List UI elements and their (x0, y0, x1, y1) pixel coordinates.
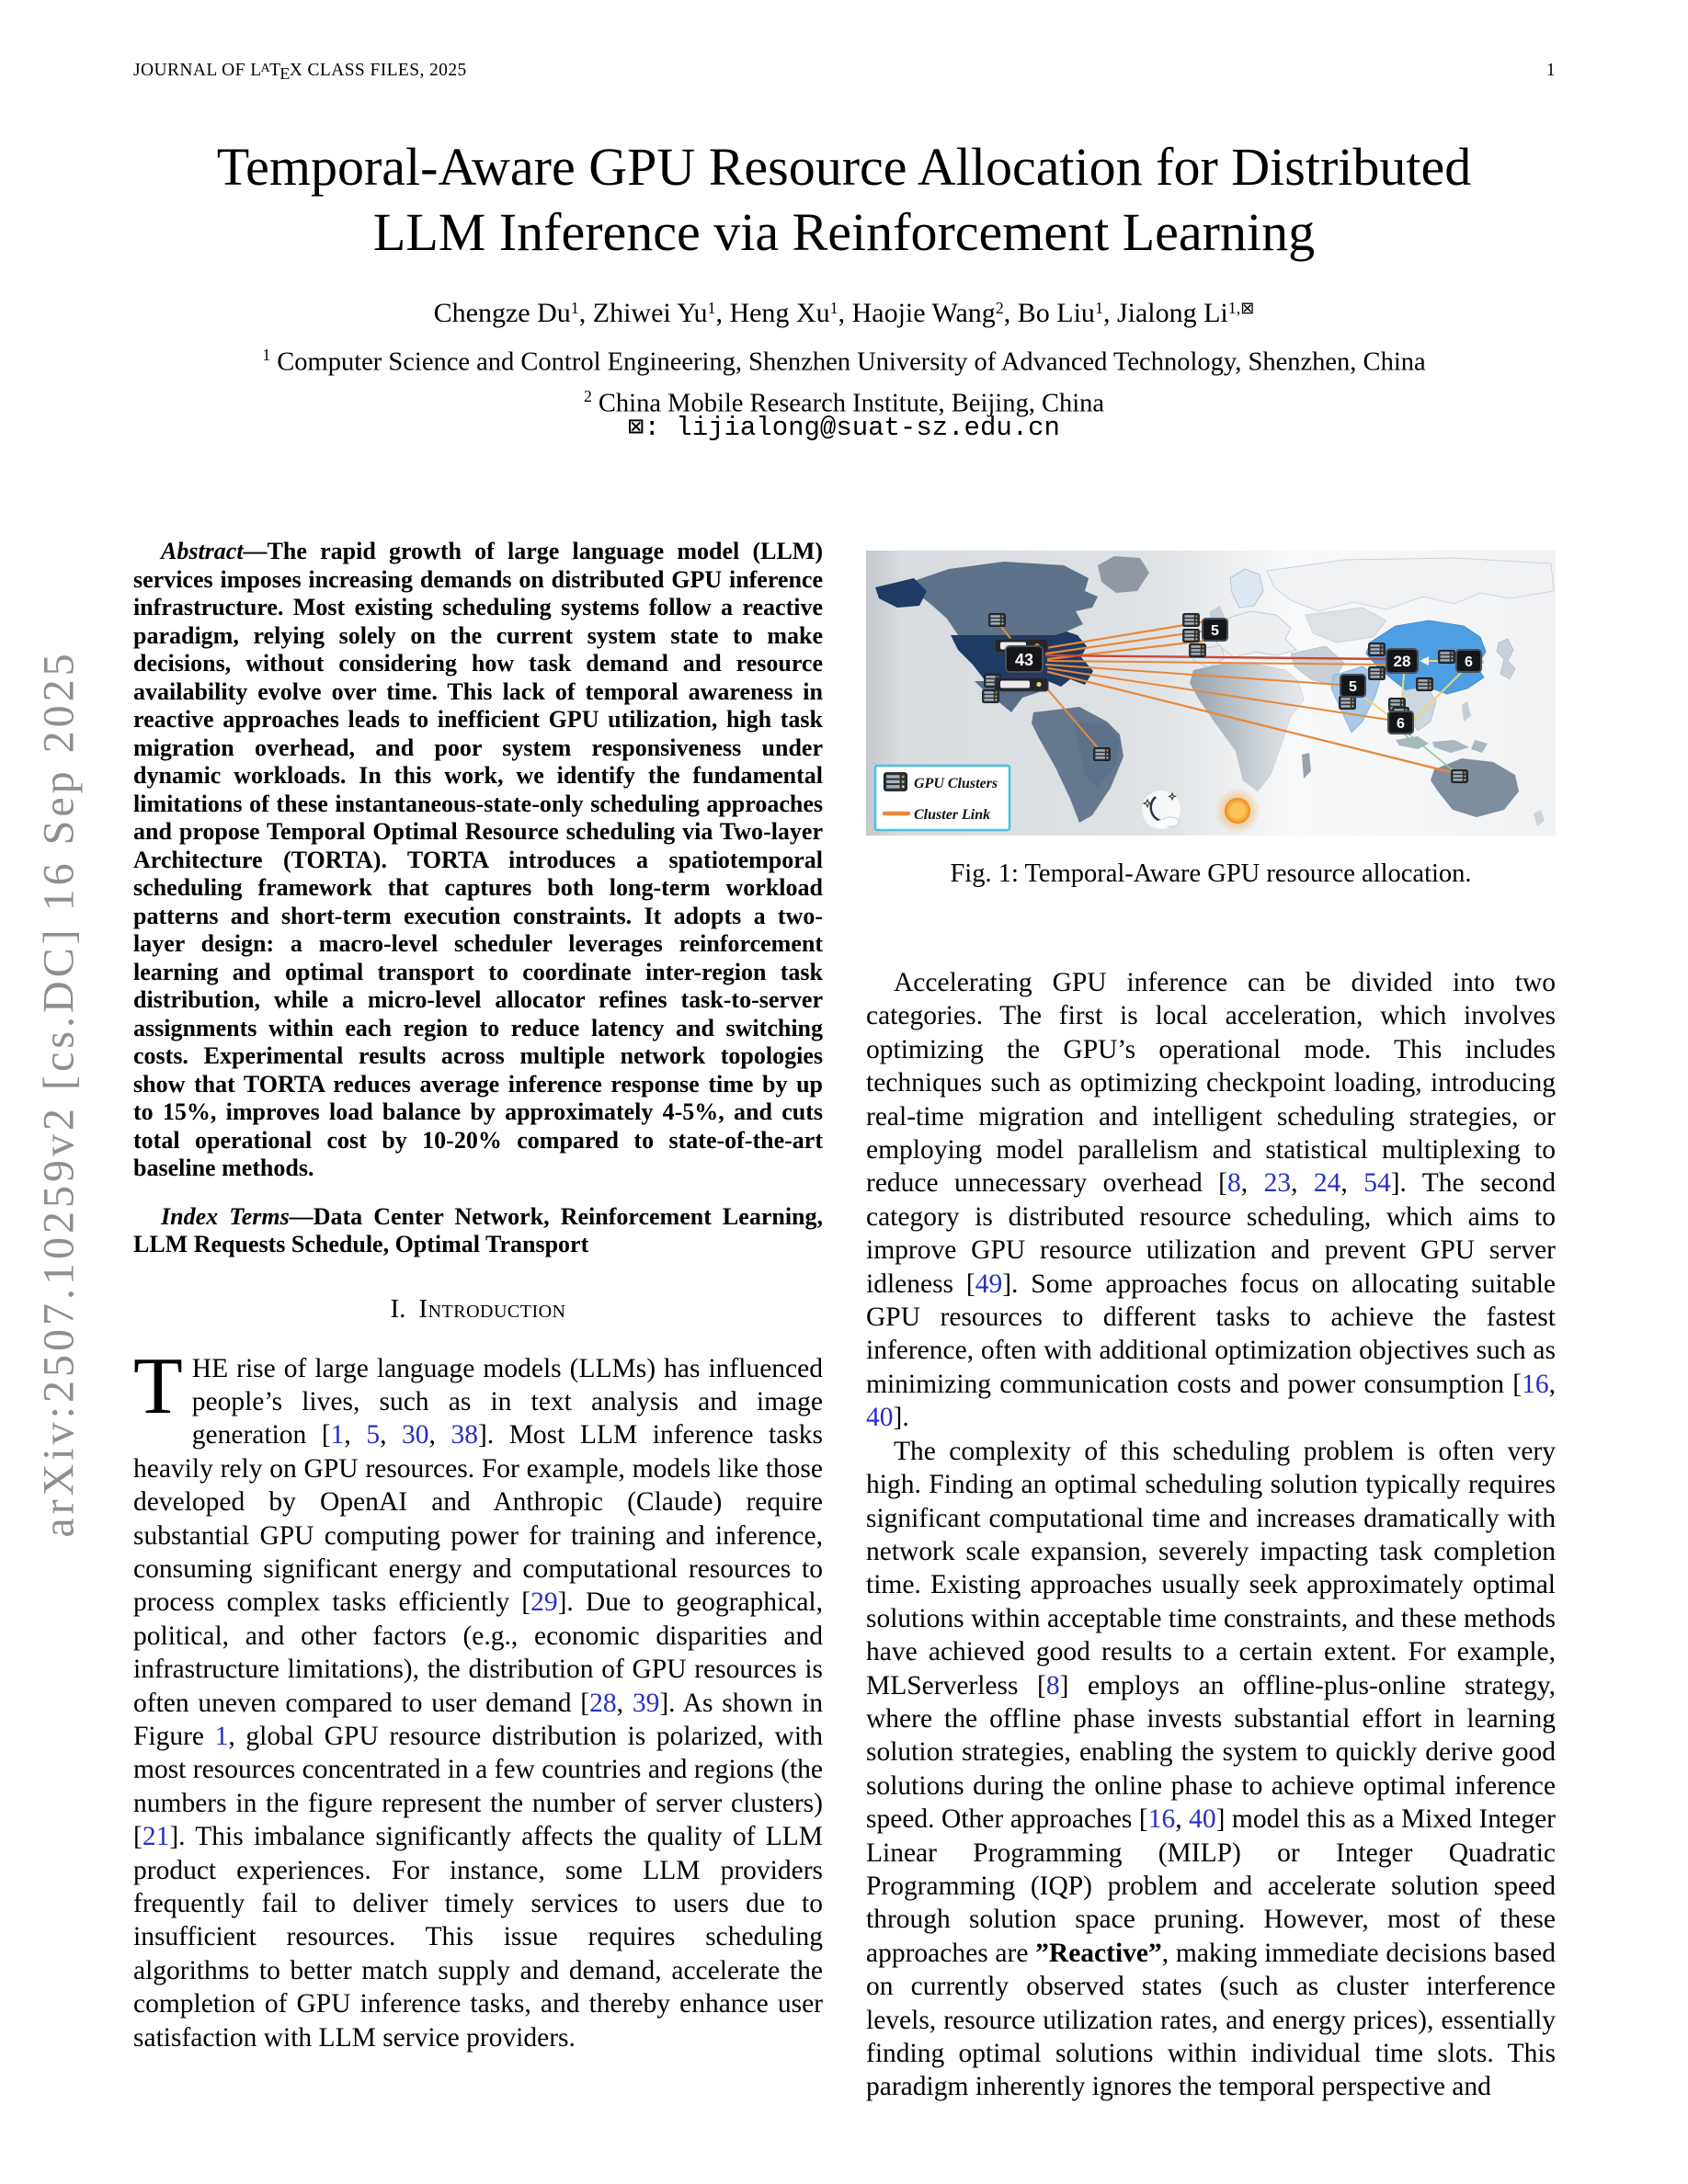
figure-1-map (866, 551, 1556, 836)
column-left (133, 538, 823, 2054)
server-rack-icon (983, 689, 999, 702)
server-rack-icon (1190, 643, 1206, 656)
citation-link[interactable]: 30 (402, 1420, 429, 1450)
body-paragraph: Accelerating GPU inference can be divided into two categories. The first is local acceleration, which involves optimizing the GPU’s operational mode. This includes techniques such as optimizing checkpoint loading, introducing real-time migration and intelligent scheduling strategies, or employing model parallelism and statistical multiplexing to reduce unnecessary overhead [8, 23, 24, 54]. The second category is distributed resource scheduling, which aims to improve GPU resource utilization and prevent GPU server idleness [49]. Some approaches focus on allocating suitable GPU resources to different tasks to achieve the fastest inference, often with additional optimization objectives such as minimizing communication costs and power consumption [16, 40]. (866, 968, 1557, 1433)
authors-line: Chengze Du$^1$, Zhiwei Yu$^1$, Heng Xu$^1$, Haojie Wang$^2$, Bo Liu$^1$, Jialong $Li^{1,⊠}$ (433, 298, 1255, 328)
arxiv-banner: arXiv:2507.10259v2 [cs.DC] 16 Sep 2025 (34, 650, 84, 1538)
affiliation-1: $^1$ Computer Science and Control Engineering, Shenzhen University of Advanced Technology, Shenzhen, China (262, 346, 1426, 377)
paper-title-line1: Temporal-Aware GPU Resource Allocation for Distributed (216, 137, 1472, 197)
citation-link[interactable]: 1 (214, 1721, 229, 1751)
server-rack-icon (989, 613, 1006, 626)
legend-gpu-clusters-label: GPU Clusters (914, 776, 998, 791)
citation-link[interactable]: 40 (1189, 1804, 1216, 1835)
citation-link[interactable]: 16 (1147, 1804, 1176, 1835)
citation-link[interactable]: 5 (366, 1420, 381, 1450)
figure-caption: Fig. 1: Temporal-Aware GPU resource allocation. (950, 859, 1472, 888)
svg-text:6: 6 (1465, 654, 1473, 670)
citation-link[interactable]: 21 (142, 1822, 170, 1852)
citation-link[interactable]: 8 (1227, 1168, 1241, 1199)
body-paragraph: The complexity of this scheduling problem is often very high. Finding an optimal scheduling solution typically requires significant computational time and increases dramatically with network scale expansion, severely impacting task completion time. Existing approaches usually seek approximately optimal solutions within acceptable time constraints, and these methods have achieved good results to a certain extent. For example, MLServerless [8] employs an offline-plus-online strategy, where the offline phase invests substantial effort in learning solution strategies, enabling the system to quickly derive good solutions during the online phase to achieve optimal inference speed. Other approaches [16, 40] model this as a Mixed Integer Linear Programming (MILP) or Integer Quadratic Programming (IQP) problem and accelerate solution speed through solution space pruning. However, most of these approaches are ”Reactive”, making immediate decisions based on currently observed states (such as cluster interference levels, resource utilization rates, and energy prices), essentially finding optimal solutions within individual time slots. This paradigm inherently ignores the temporal perspective and (866, 1436, 1556, 2102)
affiliation-2: $^2$ China Mobile Research Institute, Beijing, China (583, 386, 1105, 417)
gpu-badge-china (1386, 649, 1418, 673)
contact-email[interactable]: ⊠: lijialong@suat-sz.edu.cn (628, 413, 1060, 443)
moon-icon (1142, 791, 1180, 829)
server-rack-icon (1439, 650, 1455, 663)
citation-link[interactable]: 54 (1363, 1168, 1391, 1199)
abstract-paragraph: Abstract—The rapid growth of large language model (LLM) services imposes increasing demands on distributed GPU inference infrastructure. Most existing scheduling systems follow a reactive paradigm, relying solely on the current system state to make decisions, without considering how task demand and resource availability evolve over time. This lack of temporal awareness in reactive approaches leads to inefficient GPU utilization, high task migration overhead, and poor system responsiveness under dynamic workloads. In this work, we identify the fundamental limitations of these instantaneous-state-only scheduling approaches and propose Temporal Optimal Resource scheduling via Two-layer Architecture (TORTA). TORTA introduces a spatiotemporal scheduling framework that captures both long-term workload patterns and short-term execution constraints. It adopts a two-layer design: a macro-level scheduler leverages reinforcement learning and optimal transport to coordinate inter-region task distribution, while a micro-level allocator refines task-to-server assignments within each region to reduce latency and switching costs. Experimental results across multiple network topologies show that TORTA reduces average inference response time by up to 15%, improves load balance by approximately 4-5%, and cuts total operational cost by 10-20% compared to state-of-the-art baseline methods. (133, 538, 823, 1181)
dropcap: T (133, 1341, 183, 1431)
legend-cluster-link-label: Cluster Link (914, 807, 991, 823)
index-terms: Index Terms—Data Center Network, Reinforcement Learning, LLM Requests Schedule, Optimal Transport (133, 1202, 824, 1257)
svg-text:6: 6 (1397, 716, 1405, 732)
sun-icon (1215, 788, 1260, 834)
gpu-badge-southeast-asia (1388, 711, 1413, 734)
citation-link[interactable]: 40 (866, 1403, 894, 1433)
gpu-badge-europe (1203, 619, 1227, 641)
citation-link[interactable]: 38 (451, 1420, 478, 1450)
server-rack-icon (1094, 747, 1111, 760)
citation-link[interactable]: 49 (975, 1268, 1003, 1299)
svg-text:28: 28 (1393, 653, 1411, 670)
column-right (866, 538, 1556, 2104)
server-rack-icon (1417, 677, 1433, 690)
abstract-lead: Abstract— (161, 538, 268, 564)
section-heading-introduction: I. Introduction (390, 1293, 566, 1324)
page-number: 1 (1545, 61, 1556, 80)
svg-text:5: 5 (1211, 623, 1219, 639)
gpu-badge-us (1006, 646, 1043, 672)
gpu-badge-east-asia (1456, 650, 1481, 672)
server-rack-icon (1340, 696, 1356, 709)
paper-title (154, 134, 1534, 265)
legend-rack-icon (884, 773, 907, 791)
affiliations (0, 338, 1688, 420)
server-rack-icon (1183, 613, 1200, 626)
figure-legend (875, 766, 1009, 830)
citation-link[interactable]: 8 (1045, 1670, 1060, 1701)
server-rack-icon (1183, 629, 1200, 642)
world-map-svg (866, 551, 1556, 836)
intro-paragraph: THE rise of large language models (LLMs) has influenced people’s lives, such as in text analysis and image generation [1, 5, 30, 38]. Most LLM inference tasks heavily rely on GPU resources. For example, models like those developed by OpenAI and Anthropic (Claude) require substantial GPU computing power for training and inference, consuming significant energy and computational resources to process complex tasks efficiently [29]. Due to geographical, political, and other factors (e.g., economic disparities and infrastructure limitations), the distribution of GPU resources is often uneven compared to user demand [28, 39]. As shown in Figure 1, global GPU resource distribution is polarized, with most resources concentrated in a few countries and regions (the numbers in the figure represent the number of server clusters) [21]. This imbalance significantly affects the quality of LLM product experiences. For instance, some LLM providers frequently fail to deliver timely services to users due to insufficient resources. This issue requires scheduling algorithms to better match supply and demand, accelerate the completion of GPU inference tasks, and thereby enhance user satisfaction with LLM service providers. (133, 1341, 824, 2053)
citation-link[interactable]: 29 (530, 1587, 558, 1618)
gpu-badge-india (1340, 675, 1365, 697)
server-rack-icon (1452, 769, 1468, 782)
citation-link[interactable]: 24 (1313, 1168, 1341, 1199)
index-terms-lead: Index Terms— (161, 1202, 314, 1230)
citation-link[interactable]: 39 (632, 1688, 660, 1718)
citation-link[interactable]: 1 (330, 1420, 345, 1450)
page-header (133, 61, 1556, 84)
citation-link[interactable]: 28 (589, 1688, 617, 1718)
server-rack-icon (1369, 643, 1386, 655)
server-rack-icon (1369, 666, 1386, 679)
svg-text:5: 5 (1349, 679, 1357, 695)
citation-link[interactable]: 23 (1263, 1168, 1292, 1199)
citation-link[interactable]: 16 (1522, 1369, 1549, 1399)
svg-text:43: 43 (1014, 651, 1034, 669)
journal-header: JOURNAL OF $L^ATEX$ CLASS FILES, 2025 (133, 61, 467, 83)
paper-title-line2: LLM Inference via Reinforcement Learning (372, 202, 1316, 262)
